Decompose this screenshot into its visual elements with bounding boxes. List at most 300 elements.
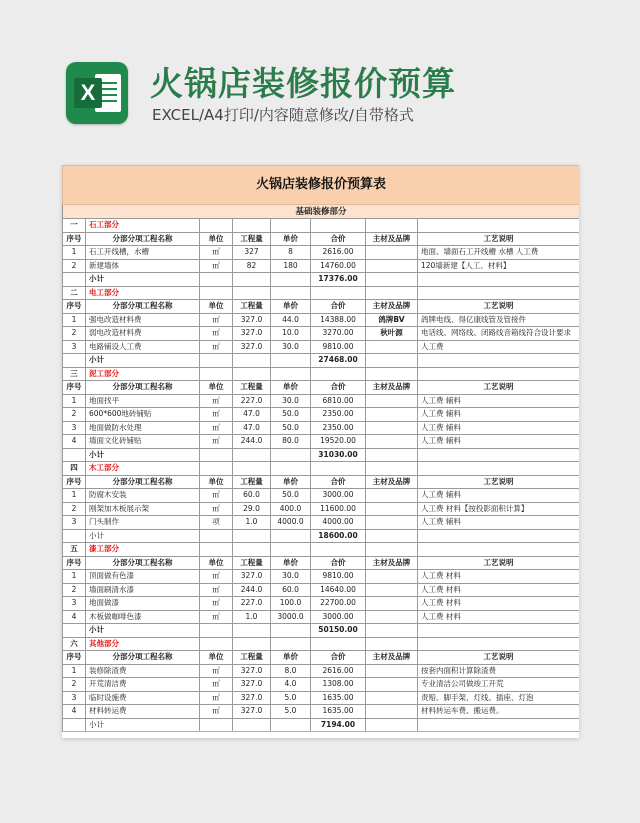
cell-seq: 3 [63,340,86,354]
empty-cell [200,637,233,651]
table-row [63,327,580,341]
cell-unit-price: 50.0 [271,421,311,435]
cell-total-price: 1635.00 [311,691,366,705]
cell-total-price: 22700.00 [311,597,366,611]
empty-cell [63,529,86,543]
subtotal-value: 50150.00 [311,624,366,638]
cell-unit: ㎡ [200,489,233,503]
subtotal-row [63,354,580,368]
cell-description: 人工费 [418,340,580,354]
subtotal-value: 7194.00 [311,718,366,732]
cell-total-price: 1308.00 [311,678,366,692]
table-row [63,610,580,624]
cell-total-price: 9810.00 [311,340,366,354]
column-header-unit: 单位 [200,651,233,665]
cell-quantity: 60.0 [233,489,271,503]
column-header-seq: 序号 [63,381,86,395]
column-header-total-price: 合价 [311,556,366,570]
empty-cell [233,219,271,233]
empty-cell [233,529,271,543]
cell-description: 鸽牌电线、得亿康线管及管接件 [418,313,580,327]
column-header-row [63,556,580,570]
cell-unit-price: 60.0 [271,583,311,597]
cell-item-name: 木板做咖啡色漆 [86,610,200,624]
table-row [63,583,580,597]
cell-item-name: 防腐木安装 [86,489,200,503]
cell-seq: 1 [63,246,86,260]
empty-cell [233,367,271,381]
empty-cell [418,448,580,462]
column-header-row [63,381,580,395]
section-row [63,219,580,233]
section-row [63,543,580,557]
cell-unit: ㎡ [200,502,233,516]
empty-cell [311,462,366,476]
cell-description: 人工费 材料 [418,570,580,584]
cell-unit: ㎡ [200,259,233,273]
cell-description: 人工费 材料 [418,610,580,624]
empty-cell [233,354,271,368]
column-header-row [63,651,580,665]
empty-cell [366,624,418,638]
cell-item-name: 地面做漆 [86,597,200,611]
cell-seq: 2 [63,583,86,597]
cell-unit-price: 10.0 [271,327,311,341]
empty-cell [63,624,86,638]
empty-cell [311,367,366,381]
column-header-seq: 序号 [63,300,86,314]
cell-seq: 1 [63,394,86,408]
cell-brand [366,421,418,435]
empty-cell [271,367,311,381]
cell-brand [366,489,418,503]
cell-unit: ㎡ [200,246,233,260]
cell-total-price: 3000.00 [311,610,366,624]
cell-unit-price: 4.0 [271,678,311,692]
cell-quantity: 1.0 [233,516,271,530]
doc-title: 火锅店装修报价预算表 [63,166,580,205]
cell-item-name: 临时设施费 [86,691,200,705]
column-header-description: 工艺说明 [418,232,580,246]
empty-cell [418,219,580,233]
column-header-brand: 主材及品牌 [366,232,418,246]
cell-seq: 2 [63,327,86,341]
cell-total-price: 9810.00 [311,570,366,584]
cell-description: 材料转运车费、搬运费。 [418,705,580,719]
budget-table [62,165,579,732]
column-header-brand: 主材及品牌 [366,381,418,395]
column-header-seq: 序号 [63,232,86,246]
cell-description: 人工费 材料 [418,583,580,597]
table-row [63,259,580,273]
column-header-unit: 单位 [200,556,233,570]
cell-quantity: 244.0 [233,435,271,449]
cell-unit: ㎡ [200,408,233,422]
cell-item-name: 新建墙体 [86,259,200,273]
column-header-total-price: 合价 [311,475,366,489]
cell-seq: 1 [63,664,86,678]
cell-unit-price: 180 [271,259,311,273]
band-title: 基础装修部分 [63,205,580,219]
cell-quantity: 227.0 [233,394,271,408]
cell-description: 人工费 辅料 [418,435,580,449]
cell-unit-price: 50.0 [271,489,311,503]
empty-cell [63,273,86,287]
cell-quantity: 327.0 [233,691,271,705]
cell-item-name: 刚架加木板展示架 [86,502,200,516]
cell-unit: ㎡ [200,340,233,354]
cell-description: 人工费 辅料 [418,421,580,435]
empty-cell [311,286,366,300]
empty-cell [418,354,580,368]
cell-total-price: 11600.00 [311,502,366,516]
cell-brand [366,664,418,678]
cell-unit-price: 8.0 [271,664,311,678]
empty-cell [233,624,271,638]
cell-seq: 4 [63,435,86,449]
cell-unit: ㎡ [200,394,233,408]
table-row [63,705,580,719]
cell-item-name: 材料转运费 [86,705,200,719]
cell-brand: 鸽牌BV [366,313,418,327]
table-row [63,489,580,503]
empty-cell [366,529,418,543]
section-name: 木工部分 [86,462,200,476]
table-row [63,435,580,449]
cell-brand [366,516,418,530]
empty-cell [271,219,311,233]
cell-quantity: 244.0 [233,583,271,597]
table-row [63,340,580,354]
cell-brand [366,246,418,260]
column-header-description: 工艺说明 [418,300,580,314]
empty-cell [233,448,271,462]
empty-cell [233,637,271,651]
subtotal-row [63,529,580,543]
empty-cell [271,624,311,638]
cell-unit-price: 44.0 [271,313,311,327]
page-header [0,0,640,150]
cell-total-price: 2616.00 [311,246,366,260]
cell-description: 电话线、网络线、闭路线音箱线符合设计要求 [418,327,580,341]
cell-seq: 1 [63,313,86,327]
cell-unit: ㎡ [200,597,233,611]
subtotal-row [63,448,580,462]
cell-quantity: 82 [233,259,271,273]
cell-brand [366,583,418,597]
cell-total-price: 4000.00 [311,516,366,530]
cell-quantity: 327.0 [233,340,271,354]
empty-cell [311,219,366,233]
empty-cell [200,286,233,300]
empty-cell [366,543,418,557]
empty-cell [271,448,311,462]
section-number: 四 [63,462,86,476]
cell-brand [366,394,418,408]
cell-description: 120墙新建【人工、材料】 [418,259,580,273]
cell-item-name: 强电改造材料费 [86,313,200,327]
cell-quantity: 29.0 [233,502,271,516]
column-header-quantity: 工程量 [233,475,271,489]
cell-unit: ㎡ [200,705,233,719]
section-number: 五 [63,543,86,557]
cell-unit-price: 8 [271,246,311,260]
cell-unit-price: 80.0 [271,435,311,449]
empty-cell [366,637,418,651]
table-row [63,597,580,611]
column-header-description: 工艺说明 [418,556,580,570]
cell-brand [366,259,418,273]
column-header-brand: 主材及品牌 [366,475,418,489]
empty-cell [271,354,311,368]
table-row [63,516,580,530]
empty-cell [418,367,580,381]
column-header-row [63,232,580,246]
column-header-item-name: 分部分项工程名称 [86,300,200,314]
column-header-total-price: 合价 [311,232,366,246]
column-header-quantity: 工程量 [233,381,271,395]
cell-seq: 2 [63,678,86,692]
cell-unit-price: 30.0 [271,394,311,408]
cell-brand [366,691,418,705]
table-row [63,394,580,408]
empty-cell [233,286,271,300]
cell-quantity: 327.0 [233,678,271,692]
cell-brand [366,597,418,611]
cell-item-name: 墙面文化砖铺贴 [86,435,200,449]
cell-description: 人工费 辅料 [418,408,580,422]
section-row [63,286,580,300]
empty-cell [200,219,233,233]
cell-item-name: 600*600地砖铺贴 [86,408,200,422]
cell-seq: 2 [63,259,86,273]
column-header-brand: 主材及品牌 [366,556,418,570]
table-row [63,246,580,260]
subtotal-value: 31030.00 [311,448,366,462]
cell-unit: ㎡ [200,610,233,624]
empty-cell [366,286,418,300]
cell-unit-price: 3000.0 [271,610,311,624]
empty-cell [418,624,580,638]
excel-x-letter: X [74,78,102,108]
cell-seq: 3 [63,597,86,611]
table-row [63,664,580,678]
cell-seq: 1 [63,489,86,503]
cell-item-name: 墙面刷清水漆 [86,583,200,597]
cell-brand [366,435,418,449]
column-header-total-price: 合价 [311,300,366,314]
cell-unit: ㎡ [200,570,233,584]
section-name: 其他部分 [86,637,200,651]
cell-unit-price: 30.0 [271,570,311,584]
column-header-unit-price: 单价 [271,651,311,665]
table-row [63,313,580,327]
cell-unit: ㎡ [200,678,233,692]
empty-cell [418,462,580,476]
column-header-item-name: 分部分项工程名称 [86,232,200,246]
table-row [63,691,580,705]
cell-quantity: 327.0 [233,313,271,327]
cell-description: 人工费 材料 [418,597,580,611]
section-number: 六 [63,637,86,651]
column-header-unit-price: 单价 [271,475,311,489]
column-header-row [63,475,580,489]
cell-unit: ㎡ [200,435,233,449]
column-header-row [63,300,580,314]
empty-cell [271,543,311,557]
column-header-seq: 序号 [63,556,86,570]
cell-total-price: 6810.00 [311,394,366,408]
cell-quantity: 227.0 [233,597,271,611]
cell-quantity: 327.0 [233,705,271,719]
budget-sheet [62,165,579,738]
cell-seq: 2 [63,502,86,516]
cell-brand [366,570,418,584]
empty-cell [271,286,311,300]
cell-brand [366,408,418,422]
cell-seq: 4 [63,705,86,719]
cell-item-name: 地面做防水处理 [86,421,200,435]
empty-cell [63,448,86,462]
empty-cell [271,529,311,543]
subtotal-row [63,624,580,638]
section-number: 一 [63,219,86,233]
empty-cell [366,273,418,287]
cell-description: 人工费 辅料 [418,394,580,408]
subtotal-value: 17376.00 [311,273,366,287]
cell-total-price: 2350.00 [311,408,366,422]
section-name: 泥工部分 [86,367,200,381]
page-title: 火锅店装修报价预算 [150,64,456,103]
cell-unit-price: 400.0 [271,502,311,516]
cell-description: 专业清洁公司做竣工开荒 [418,678,580,692]
cell-total-price: 14640.00 [311,583,366,597]
cell-brand [366,705,418,719]
empty-cell [233,543,271,557]
column-header-unit-price: 单价 [271,556,311,570]
cell-seq: 3 [63,421,86,435]
cell-unit: ㎡ [200,327,233,341]
empty-cell [366,354,418,368]
column-header-unit-price: 单价 [271,381,311,395]
cell-item-name: 装修除渣费 [86,664,200,678]
cell-unit: 项 [200,516,233,530]
empty-cell [63,354,86,368]
empty-cell [200,462,233,476]
empty-cell [418,273,580,287]
column-header-description: 工艺说明 [418,381,580,395]
cell-quantity: 327 [233,246,271,260]
cell-description: 人工费 材料【按投影面积计算】 [418,502,580,516]
subtotal-label: 小计 [86,354,200,368]
section-row [63,367,580,381]
empty-cell [233,462,271,476]
empty-cell [418,543,580,557]
column-header-seq: 序号 [63,475,86,489]
cell-total-price: 14760.00 [311,259,366,273]
table-row [63,502,580,516]
table-row [63,570,580,584]
table-row [63,678,580,692]
empty-cell [366,448,418,462]
column-header-unit: 单位 [200,232,233,246]
cell-unit: ㎡ [200,313,233,327]
subtotal-label: 小计 [86,273,200,287]
cell-item-name: 石工开线槽，水槽 [86,246,200,260]
column-header-seq: 序号 [63,651,86,665]
doc-title-row [63,166,580,205]
cell-description: 责赔、脚手架、灯线、插座、灯泡 [418,691,580,705]
column-header-brand: 主材及品牌 [366,300,418,314]
column-header-description: 工艺说明 [418,475,580,489]
section-row [63,637,580,651]
column-header-quantity: 工程量 [233,651,271,665]
cell-seq: 3 [63,516,86,530]
cell-seq: 2 [63,408,86,422]
table-row [63,421,580,435]
subtotal-value: 27468.00 [311,354,366,368]
cell-description: 地面、墙面石工开线槽 水槽 人工费 [418,246,580,260]
table-row [63,408,580,422]
column-header-unit: 单位 [200,300,233,314]
cell-brand: 秋叶源 [366,327,418,341]
cell-unit-price: 30.0 [271,340,311,354]
subtotal-label: 小计 [86,448,200,462]
subtotal-label: 小计 [86,529,200,543]
cell-seq: 4 [63,610,86,624]
cell-unit-price: 100.0 [271,597,311,611]
cell-total-price: 2350.00 [311,421,366,435]
empty-cell [200,543,233,557]
cell-seq: 3 [63,691,86,705]
empty-cell [200,367,233,381]
cell-item-name: 门头制作 [86,516,200,530]
column-header-quantity: 工程量 [233,556,271,570]
section-name: 石工部分 [86,219,200,233]
band-row [63,205,580,219]
empty-cell [311,637,366,651]
empty-cell [200,354,233,368]
subtotal-label: 小计 [86,718,200,732]
page-subtitle: EXCEL/A4打印/内容随意修改/自带格式 [152,106,414,124]
column-header-total-price: 合价 [311,381,366,395]
column-header-quantity: 工程量 [233,232,271,246]
subtotal-value: 18600.00 [311,529,366,543]
empty-cell [233,273,271,287]
cell-total-price: 1635.00 [311,705,366,719]
cell-unit: ㎡ [200,421,233,435]
cell-unit-price: 4000.0 [271,516,311,530]
cell-brand [366,340,418,354]
cell-item-name: 弱电改造材料费 [86,327,200,341]
cell-unit-price: 5.0 [271,705,311,719]
cell-total-price: 3270.00 [311,327,366,341]
cell-total-price: 19520.00 [311,435,366,449]
cell-brand [366,678,418,692]
cell-description: 人工费 辅料 [418,516,580,530]
subtotal-row [63,273,580,287]
empty-cell [366,219,418,233]
empty-cell [418,286,580,300]
section-name: 漆工部分 [86,543,200,557]
cell-unit: ㎡ [200,583,233,597]
cell-unit: ㎡ [200,664,233,678]
cell-item-name: 电路铺设人工费 [86,340,200,354]
page-fade [62,730,579,738]
empty-cell [418,637,580,651]
empty-cell [200,624,233,638]
column-header-brand: 主材及品牌 [366,651,418,665]
